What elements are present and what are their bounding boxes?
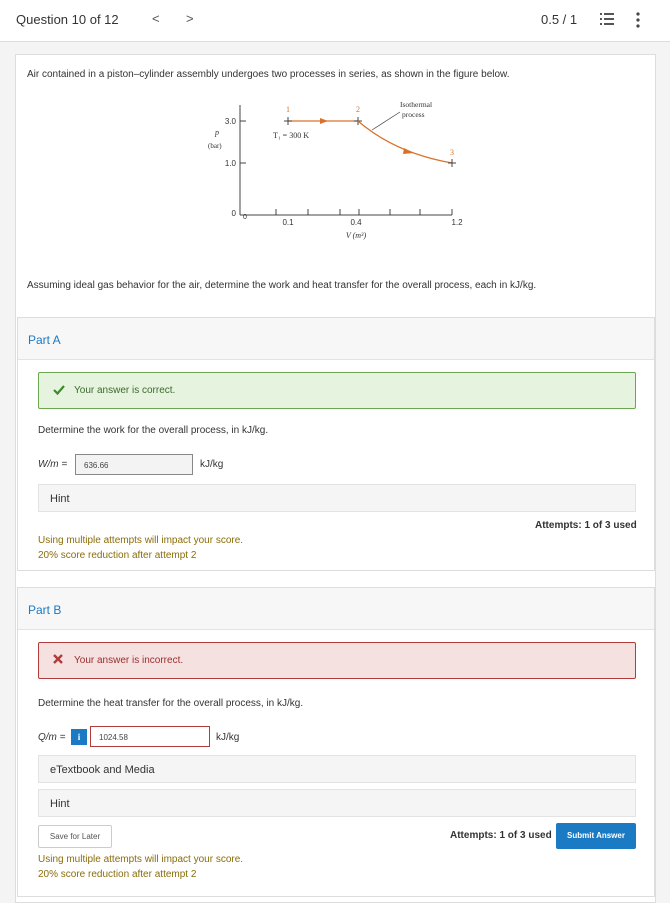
hint-toggle[interactable] [38, 484, 636, 512]
heat-answer-field[interactable]: 1024.58 [90, 726, 210, 747]
heat-unit: kJ/kg [216, 732, 240, 743]
list-icon[interactable] [600, 12, 614, 26]
y-tick-label: 0 [231, 209, 236, 218]
part-a-panel [17, 317, 655, 571]
heat-equation-label: Q/m = [38, 732, 66, 743]
arrow-icon [403, 148, 414, 154]
x-tick-label: 0.4 [350, 218, 362, 227]
score-display: 0.5 / 1 [541, 12, 578, 27]
part-b-panel [17, 587, 655, 897]
state-label: 1 [286, 105, 290, 114]
x-tick-label: 0 [243, 214, 247, 221]
attempts-note-line: 20% score reduction after attempt 2 [38, 869, 197, 880]
attempts-note [38, 533, 243, 563]
attempts-note-line: Using multiple attempts will impact your score. [38, 854, 244, 865]
y-tick-label: 1.0 [224, 159, 236, 168]
problem-question: Assuming ideal gas behavior for the air, determine the work and heat transfer for the overall process, each in kJ/kg. [27, 280, 537, 291]
more-vertical-icon[interactable] [634, 10, 642, 30]
curve-label: process [402, 110, 425, 119]
state-label: 3 [450, 148, 454, 157]
next-question-button[interactable]: > [186, 11, 194, 26]
y-axis-unit: (bar) [208, 142, 222, 150]
work-unit: kJ/kg [200, 459, 224, 470]
question-counter: Question 10 of 12 [16, 12, 119, 27]
attempts-counter: Attempts: 1 of 3 used [450, 830, 552, 841]
work-equation-label: W/m = [38, 459, 68, 470]
submit-answer-button[interactable]: Submit Answer [556, 823, 636, 849]
close-icon [52, 653, 64, 665]
y-axis-label: p [215, 128, 219, 137]
question-card [15, 54, 656, 903]
hint-label: Hint [50, 493, 70, 505]
part-b-header[interactable] [18, 588, 654, 630]
x-axis-label: V (m³) [345, 231, 367, 240]
check-icon [53, 384, 65, 396]
curve-label: Isothermal [400, 100, 433, 109]
isothermal-curve [358, 121, 452, 163]
etextbook-label: eTextbook and Media [50, 764, 155, 776]
etextbook-toggle[interactable] [38, 755, 636, 783]
hint-toggle[interactable] [38, 789, 636, 817]
correct-banner [38, 372, 636, 409]
correct-message: Your answer is correct. [74, 385, 176, 396]
attempts-counter: Attempts: 1 of 3 used [535, 520, 637, 531]
x-tick-label: 1.2 [451, 218, 463, 227]
pv-diagram [190, 95, 490, 245]
incorrect-banner [38, 642, 636, 679]
part-a-header[interactable] [18, 318, 654, 360]
save-for-later-button[interactable]: Save for Later [38, 825, 112, 848]
attempts-note-line: 20% score reduction after attempt 2 [38, 550, 197, 561]
part-b-prompt: Determine the heat transfer for the overall process, in kJ/kg. [38, 698, 304, 709]
hint-label: Hint [50, 798, 70, 810]
previous-question-button[interactable]: < [152, 11, 160, 26]
y-tick-label: 3.0 [224, 117, 236, 126]
part-a-prompt: Determine the work for the overall process, in kJ/kg. [38, 425, 269, 436]
state-label: 2 [356, 105, 360, 114]
attempts-note [38, 852, 243, 882]
temperature-label: T₁ = 300 K [273, 131, 309, 140]
arrow-icon [320, 118, 328, 124]
info-icon[interactable]: i [71, 729, 87, 745]
problem-intro: Air contained in a piston–cylinder assembly undergoes two processes in series, as shown in the figure below. [27, 69, 510, 80]
part-b-title: Part B [28, 603, 62, 617]
question-header [0, 0, 670, 42]
work-answer-field[interactable]: 636.66 [75, 454, 193, 475]
part-a-title: Part A [28, 333, 61, 347]
incorrect-message: Your answer is incorrect. [74, 655, 184, 666]
x-tick-label: 0.1 [282, 218, 294, 227]
attempts-note-line: Using multiple attempts will impact your score. [38, 535, 244, 546]
